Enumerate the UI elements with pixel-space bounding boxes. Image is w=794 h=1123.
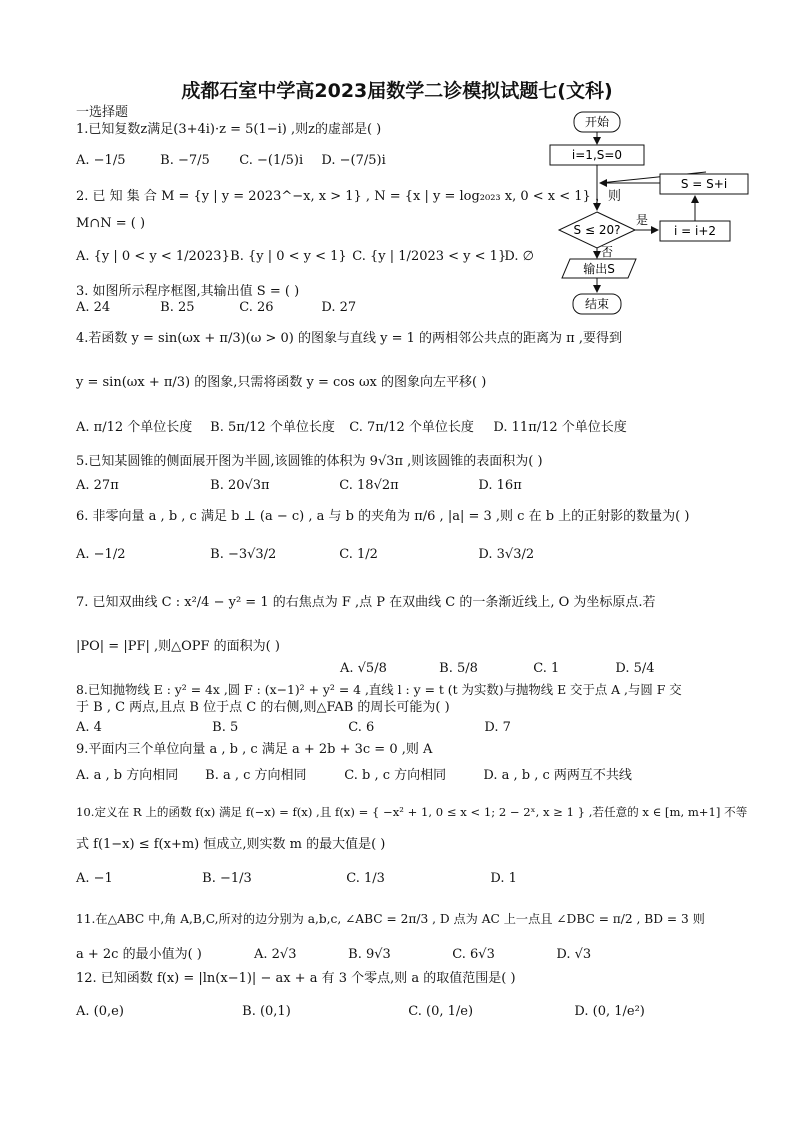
option-c: C. 1/3 bbox=[346, 871, 385, 886]
end-label: 结束 bbox=[584, 297, 610, 311]
section-header: 一选择题 bbox=[76, 105, 129, 120]
option-b: B. −1/3 bbox=[202, 871, 252, 886]
question-3-options bbox=[76, 299, 356, 317]
page-title: 成都石室中学高2023届数学二诊模拟试题七(文科) bbox=[181, 80, 613, 102]
option-a: A. −1/5 bbox=[76, 153, 126, 168]
option-b: B. (0,1) bbox=[242, 1004, 291, 1019]
question-11-options bbox=[254, 946, 591, 964]
question-2-stem: 2. 已 知 集 合 M = {y | y = 2023^−x, x > 1} , N = {x | y = log₂₀₂₃ x, 0 < x < 1} ，则 bbox=[76, 189, 621, 204]
update-label: S = S+i bbox=[680, 177, 728, 191]
question-10-options bbox=[76, 870, 517, 888]
question-9-stem: 9.平面内三个单位向量 a , b , c 满足 a + 2b + 3c = 0 ,则 A bbox=[76, 742, 433, 757]
question-5-stem: 5.已知某圆锥的侧面展开图为半圆,该圆锥的体积为 9√3π ,则该圆锥的表面积为( ) bbox=[76, 454, 543, 469]
option-d: D. 5/4 bbox=[615, 661, 655, 676]
question-6-options bbox=[76, 546, 534, 564]
option-a: A. {y | 0 < y < 1/2023} bbox=[76, 249, 230, 264]
increment-label: i = i+2 bbox=[673, 224, 717, 238]
option-d: D. 27 bbox=[321, 300, 357, 315]
yes-label: 是 bbox=[636, 213, 649, 227]
option-b: B. 9√3 bbox=[348, 947, 391, 962]
question-3-stem: 3. 如图所示程序框图,其输出值 S = ( ) bbox=[76, 284, 300, 299]
option-c: C. −(1/5)i bbox=[239, 153, 304, 168]
option-c: C. {y | 1/2023 < y < 1} bbox=[352, 249, 507, 264]
option-a: A. 4 bbox=[76, 720, 102, 735]
question-4-stem: 4.若函数 y = sin(ωx + π/3)(ω > 0) 的图象与直线 y = 1 的两相邻公共点的距离为 π ,要得到 bbox=[76, 331, 622, 346]
question-8-stem: 8.已知抛物线 E : y² = 4x ,圆 F : (x−1)² + y² = 4 ,直线 l : y = t (t 为实数)与抛物线 E 交于点 A ,与圆 F 交 bbox=[76, 682, 682, 697]
option-b: B. 5π/12 个单位长度 bbox=[210, 420, 335, 435]
option-d: D. √3 bbox=[556, 947, 592, 962]
option-c: C. 7π/12 个单位长度 bbox=[349, 420, 474, 435]
option-c: C. 1 bbox=[533, 661, 560, 676]
question-7-options bbox=[340, 660, 655, 678]
question-7-stem: 7. 已知双曲线 C : x²/4 − y² = 1 的右焦点为 F ,点 P 在双曲线 C 的一条渐近线上, O 为坐标原点.若 bbox=[76, 595, 656, 610]
question-6-stem: 6. 非零向量 a , b , c 满足 b ⊥ (a − c) , a 与 b 的夹角为 π/6 , |a| = 3 ,则 c 在 b 上的正射影的数量为( ) bbox=[76, 509, 690, 524]
option-b: B. 5/8 bbox=[439, 661, 478, 676]
option-a: A. 2√3 bbox=[254, 947, 297, 962]
no-label: 否 bbox=[601, 245, 614, 259]
option-c: C. 26 bbox=[239, 300, 274, 315]
question-11-stem: 11.在△ABC 中,角 A,B,C,所对的边分别为 a,b,c, ∠ABC = 2π/3 , D 点为 AC 上一点且 ∠DBC = π/2 , BD = 3 则 bbox=[76, 912, 705, 926]
option-a: A. √5/8 bbox=[340, 661, 387, 676]
option-c: C. 6√3 bbox=[452, 947, 495, 962]
option-a: A. 27π bbox=[76, 478, 119, 493]
question-12-options bbox=[76, 1003, 645, 1021]
question-1-stem: 1.已知复数z满足(3+4i)·z = 5(1−i) ,则z的虚部是( ) bbox=[76, 122, 382, 137]
question-11-stem-cont: a + 2c 的最小值为( ) bbox=[76, 947, 202, 962]
option-a: A. π/12 个单位长度 bbox=[76, 420, 193, 435]
option-d: D. 3√3/2 bbox=[478, 547, 535, 562]
option-d: D. (0, 1/e²) bbox=[574, 1004, 645, 1019]
option-b: B. −3√3/2 bbox=[210, 547, 277, 562]
option-d: D. a , b , c 两两互不共线 bbox=[483, 768, 632, 783]
option-d: D. −(7/5)i bbox=[321, 153, 386, 168]
question-8-stem-cont: 于 B , C 两点,且点 B 位于点 C 的右侧,则△FAB 的周长可能为( ) bbox=[76, 700, 450, 715]
option-c: C. b , c 方向相同 bbox=[344, 768, 447, 783]
option-c: C. (0, 1/e) bbox=[408, 1004, 474, 1019]
option-d: D. 16π bbox=[478, 478, 522, 493]
question-10-stem-cont: 式 f(1−x) ≤ f(x+m) 恒成立,则实数 m 的最大值是( ) bbox=[76, 837, 386, 852]
question-9-options bbox=[76, 767, 632, 785]
option-d: D. 7 bbox=[484, 720, 511, 735]
option-b: B. 5 bbox=[212, 720, 239, 735]
init-label: i=1,S=0 bbox=[571, 148, 623, 162]
option-a: A. a , b 方向相同 bbox=[76, 768, 179, 783]
option-b: B. {y | 0 < y < 1} bbox=[230, 249, 347, 264]
question-2-options bbox=[76, 248, 534, 266]
condition-label: S ≤ 20? bbox=[573, 223, 621, 237]
program-flowchart bbox=[540, 108, 755, 318]
output-label: 输出S bbox=[583, 262, 615, 276]
option-b: B. a , c 方向相同 bbox=[205, 768, 307, 783]
option-b: B. −7/5 bbox=[160, 153, 210, 168]
option-d: D. ∅ bbox=[504, 249, 534, 264]
option-a: A. (0,e) bbox=[76, 1004, 124, 1019]
option-b: B. 25 bbox=[160, 300, 195, 315]
question-4-stem-cont: y = sin(ωx + π/3) 的图象,只需将函数 y = cos ωx 的图象向左平移( ) bbox=[76, 375, 487, 390]
question-1-options bbox=[76, 152, 386, 170]
option-b: B. 20√3π bbox=[210, 478, 270, 493]
question-12-stem: 12. 已知函数 f(x) = |ln(x−1)| − ax + a 有 3 个零点,则 a 的取值范围是( ) bbox=[76, 971, 516, 986]
question-5-options bbox=[76, 477, 522, 495]
question-2-stem-cont: M∩N = ( ) bbox=[76, 216, 146, 231]
question-8-options bbox=[76, 719, 511, 737]
option-c: C. 6 bbox=[348, 720, 375, 735]
option-c: C. 18√2π bbox=[339, 478, 399, 493]
option-a: A. −1/2 bbox=[76, 547, 126, 562]
option-a: A. −1 bbox=[76, 871, 113, 886]
option-d: D. 11π/12 个单位长度 bbox=[493, 420, 627, 435]
option-c: C. 1/2 bbox=[339, 547, 378, 562]
question-7-stem-cont: |PO| = |PF| ,则△OPF 的面积为( ) bbox=[76, 639, 280, 654]
question-4-options bbox=[76, 419, 627, 437]
option-a: A. 24 bbox=[76, 300, 111, 315]
option-d: D. 1 bbox=[490, 871, 517, 886]
question-10-stem: 10.定义在 R 上的函数 f(x) 满足 f(−x) = f(x) ,且 f(x) = { −x² + 1, 0 ≤ x < 1; 2 − 2ˣ, x ≥ 1 } ,若任意的 x ∈ [m, m+1] 不等 bbox=[76, 805, 748, 819]
start-label: 开始 bbox=[584, 115, 610, 129]
